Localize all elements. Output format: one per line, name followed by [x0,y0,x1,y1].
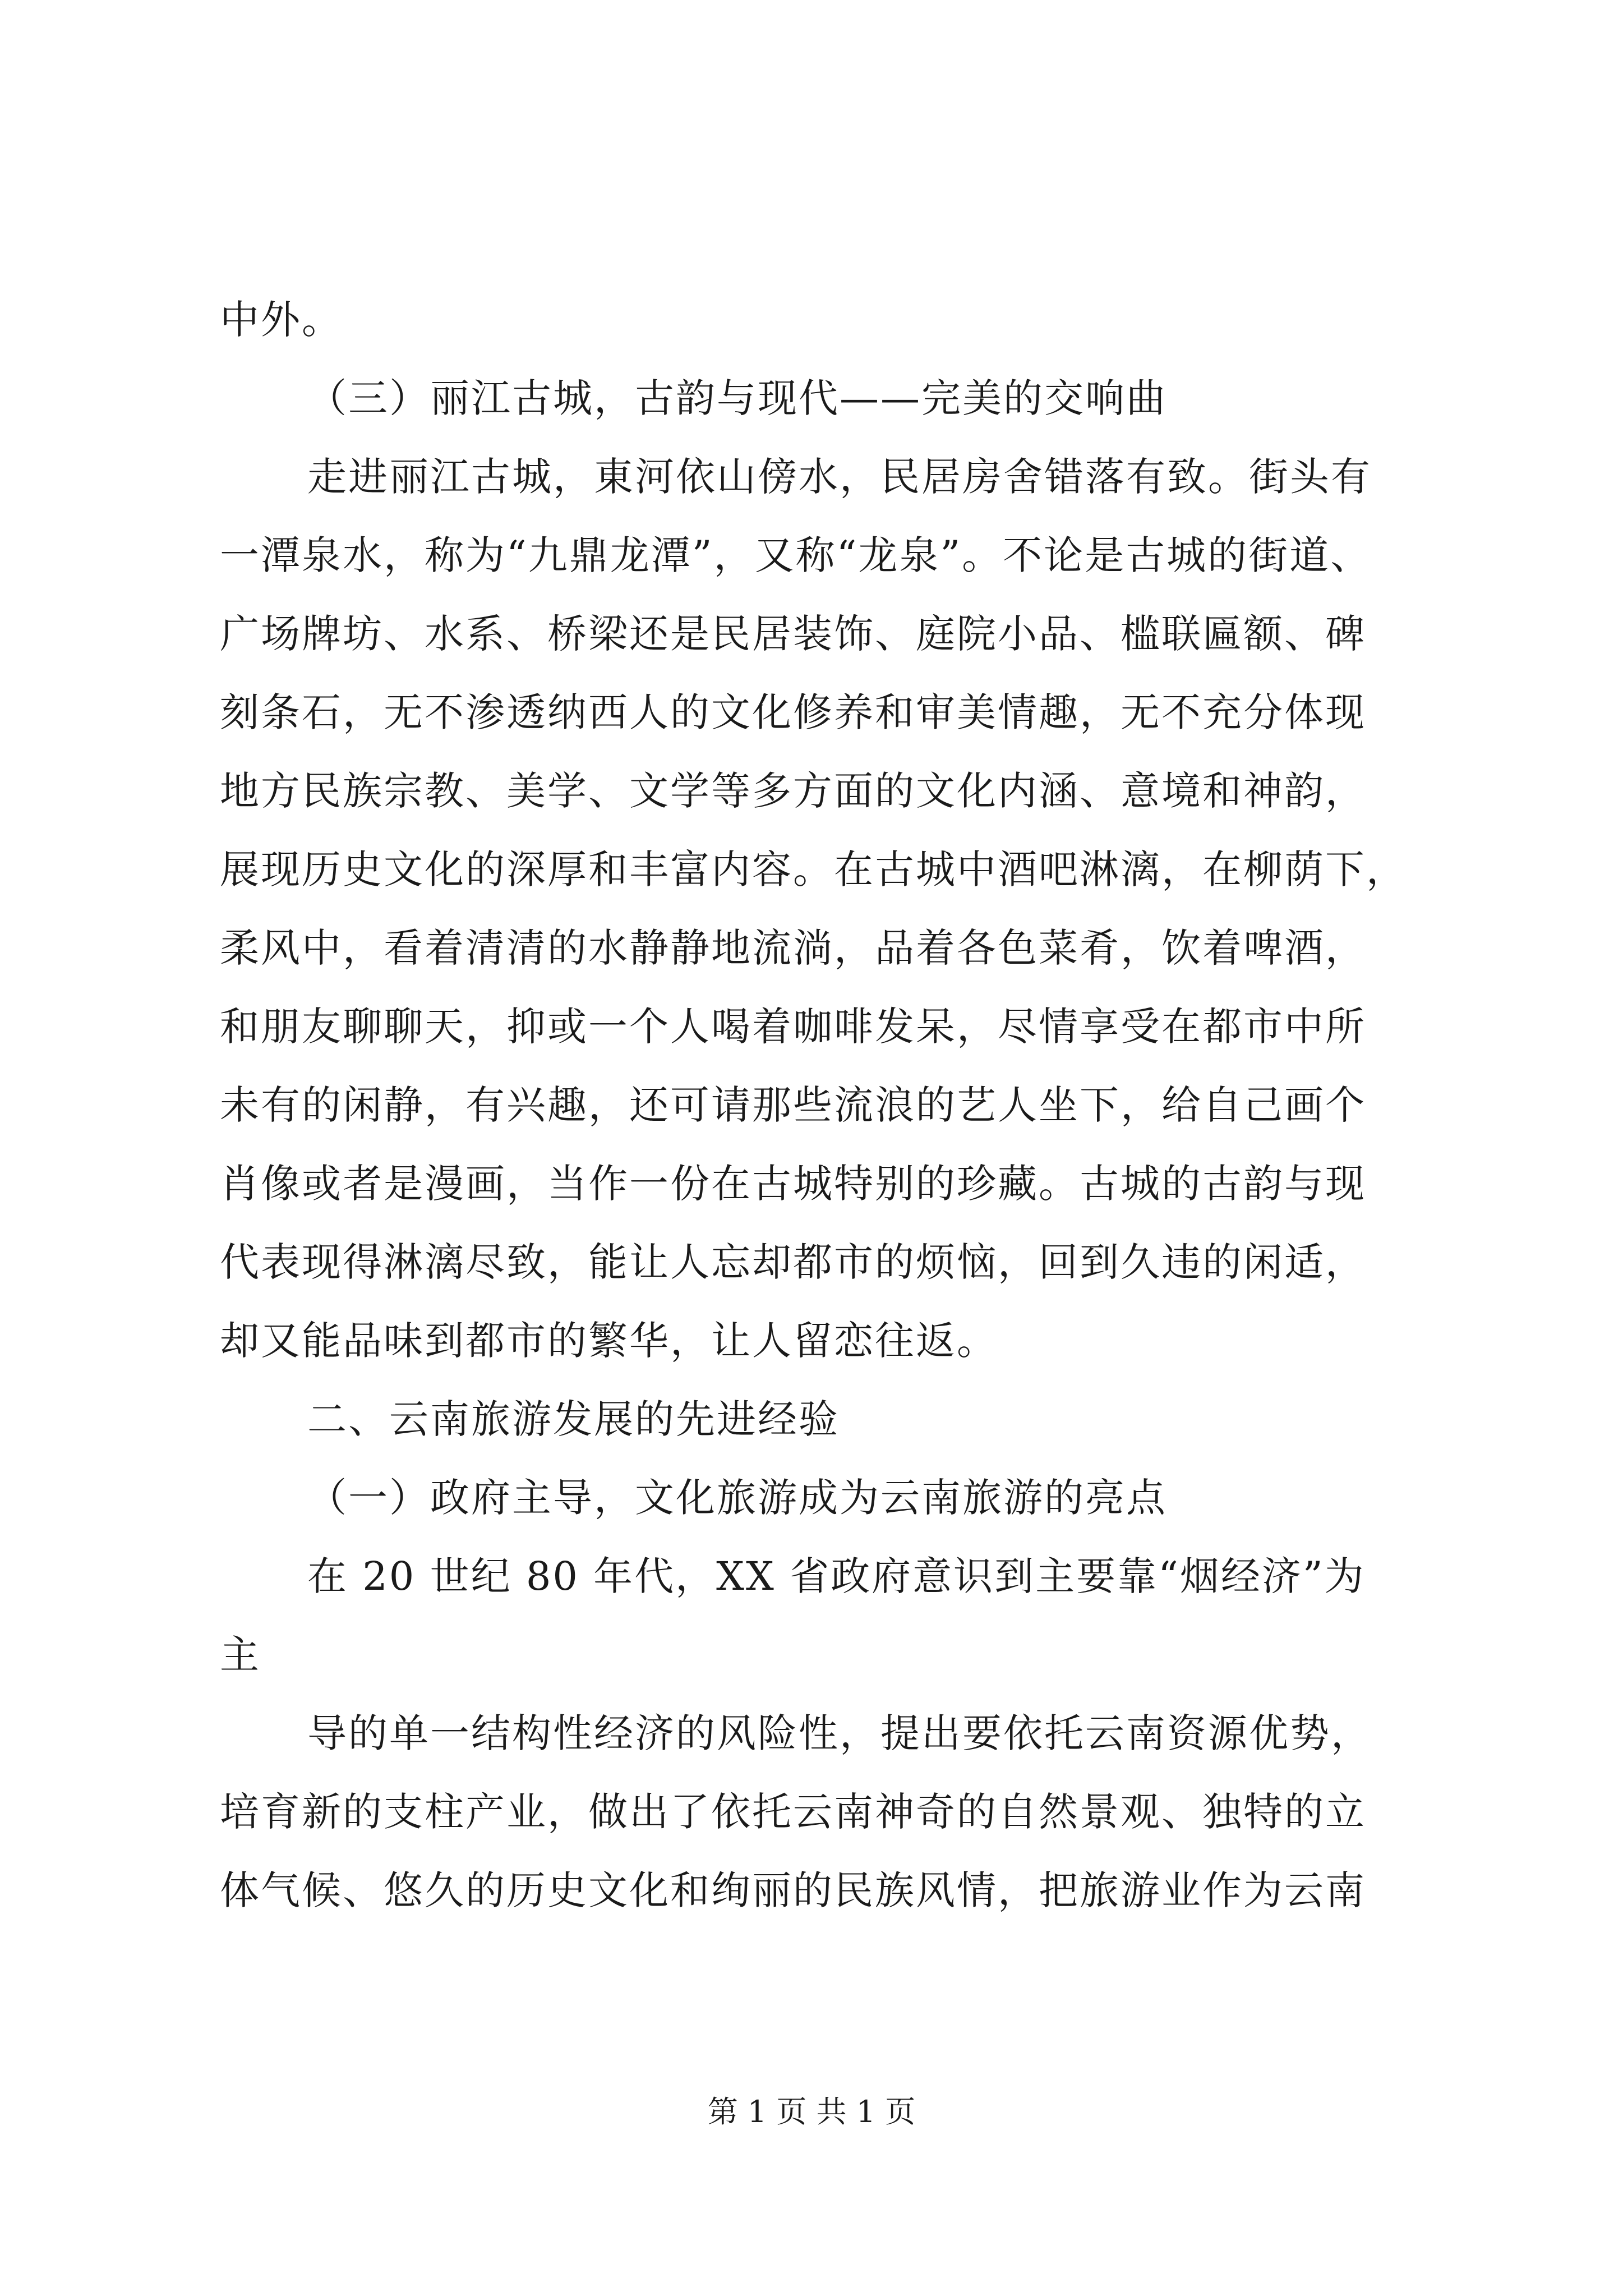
paragraph-line: 培育新的支柱产业，做出了依托云南神奇的自然景观、独特的立 [220,1789,1366,1835]
paragraph-line: 代表现得淋漓尽致，能让人忘却都市的烦恼，回到久违的闲适， [220,1239,1366,1285]
paragraph-line: 导的单一结构性经济的风险性，提出要依托云南资源优势， [307,1710,1372,1756]
paragraph-line: 却又能品味到都市的繁华，让人留恋往返。 [220,1318,998,1364]
paragraph-line: 走进丽江古城，東河依山傍水，民居房舍错落有致。街头有 [307,454,1372,500]
paragraph-line: 肖像或者是漫画，当作一份在古城特别的珍藏。古城的古韵与现 [220,1161,1366,1207]
paragraph-line: 地方民族宗教、美学、文学等多方面的文化内涵、意境和神韵， [220,768,1366,814]
paragraph-line: 广场牌坊、水系、桥梁还是民居装饰、庭院小品、槛联匾额、碑 [220,611,1366,657]
section-heading-1: （一）政府主导，文化旅游成为云南旅游的亮点 [307,1475,1167,1521]
paragraph-line: 体气候、悠久的历史文化和绚丽的民族风情，把旅游业作为云南 [220,1867,1366,1913]
paragraph-line: 未有的闲静，有兴趣，还可请那些流浪的艺人坐下，给自己画个 [220,1082,1366,1128]
paragraph-line: 和朋友聊聊天，抑或一个人喝着咖啡发呆，尽情享受在都市中所 [220,1004,1366,1050]
paragraph-line: 刻条石，无不渗透纳西人的文化修养和审美情趣，无不充分体现 [220,689,1366,735]
paragraph-line: 展现历史文化的深厚和丰富内容。在古城中酒吧淋漓，在柳荫下， [220,846,1407,892]
paragraph-line: 主 [220,1632,261,1678]
paragraph-line: 柔风中，看着清清的水静静地流淌，品着各色菜肴，饮着啤酒， [220,925,1366,971]
chapter-heading-2: 二、云南旅游发展的先进经验 [307,1396,840,1442]
paragraph-line: 一潭泉水，称为“九鼎龙潭”，又称“龙泉”。不论是古城的街道、 [220,532,1372,578]
page-number-footer: 第 1 页 共 1 页 [707,2094,916,2129]
paragraph-line: 在 20 世纪 80 年代，XX 省政府意识到主要靠“烟经济”为 [307,1553,1366,1599]
section-heading-3: （三）丽江古城，古韵与现代——完美的交响曲 [307,375,1167,421]
text-line-continuation: 中外。 [220,297,343,343]
